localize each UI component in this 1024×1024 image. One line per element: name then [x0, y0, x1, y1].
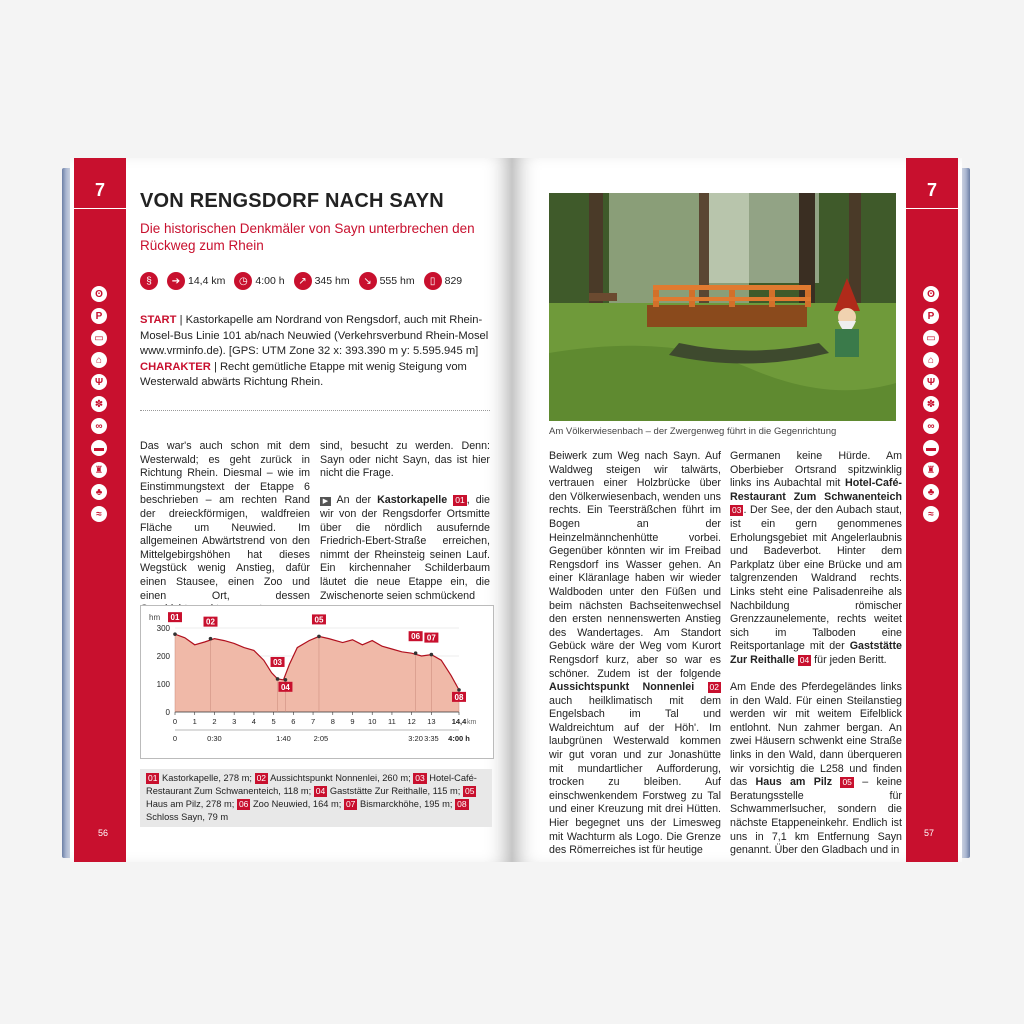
stat-ascent: [294, 272, 350, 290]
marker-label: 05: [314, 615, 324, 625]
facility-icons-left: [90, 286, 110, 528]
legend-entry: Haus am Pilz, 278 m;: [146, 799, 237, 809]
page-title: VON RENGSDORF NACH SAYN: [140, 190, 444, 212]
x-tick-label: 8: [330, 717, 335, 726]
flower-icon: ✽: [923, 396, 939, 412]
y-tick-label: 200: [156, 652, 170, 661]
tour-stats: [140, 272, 462, 290]
x-unit-label: km: [467, 719, 477, 726]
flower-icon: ✽: [91, 396, 107, 412]
poi-name: Gaststätte Zur Reithalle: [730, 640, 902, 666]
legend-tag: 03: [415, 773, 425, 783]
paragraph-start: An der: [331, 494, 378, 507]
restaurant-icon: Ψ: [91, 374, 107, 390]
x-tick-label: 3: [232, 717, 237, 726]
page-number: 56: [98, 828, 109, 838]
marker-label: 03: [273, 657, 283, 667]
legend-tag: 01: [148, 773, 158, 783]
play-arrow-icon: ▶: [320, 497, 331, 506]
bus-icon: ▭: [91, 330, 107, 346]
castle-icon: ♜: [91, 462, 107, 478]
paragraph-rest: auch heilklimatisch mit dem Engelsbach im Tal und Waldreichtum auf der Höh'. Im laubgrünen Westerwald kommen wir gut voran und zur Jonashütte mit mundartlicher Aufforderung, trocken zu bleiben. Auf einschwenkendem Forstweg zu Tal und einer Kreuzung mit drei Hütten. Hier begegnet uns der Limesweg mit Wachturm als Logo. Die Grenze des Römerreiches ist für heutige: [549, 694, 721, 857]
stat-value: 829: [444, 275, 463, 287]
stat-distance: [167, 272, 225, 290]
swim-icon: ≈: [923, 506, 939, 522]
y-tick-label: 0: [165, 708, 170, 717]
legend-entry: Zoo Neuwied, 164 m;: [250, 799, 344, 809]
ascent-icon: ↗: [294, 272, 312, 290]
poi-name: Hotel-Café-Restaurant Zum Schwanenteich: [730, 477, 902, 503]
restaurant-icon: Ψ: [923, 374, 939, 390]
stat-route: [140, 272, 158, 290]
tree-icon: ♣: [923, 484, 939, 500]
x-tick-label: 9: [350, 717, 355, 726]
tree-icon: ♣: [91, 484, 107, 500]
marker-point: [173, 632, 177, 636]
start-text: | Kastorkapelle am Nordrand von Rengsdorf, auch mit Rhein-Mosel-Bus Linie 101 ab/nach Neuwied (Verkehrsverbund Rhein-Mosel www.vrminfo.de). [GPS: UTM Zone 32 x: 393.390 m y: 5.595.945 m]: [140, 314, 489, 357]
legend-tag: 07: [345, 799, 356, 809]
start-label: START: [140, 314, 177, 326]
x-tick-label: 12: [407, 717, 416, 726]
stat-descent: [359, 272, 415, 290]
marker-point: [317, 635, 321, 639]
marker-label: 06: [411, 632, 421, 642]
legend-tag: 05: [464, 786, 475, 796]
poi-name: Kastorkapelle: [377, 494, 448, 507]
x-tick-label: 1: [192, 717, 197, 726]
time-tick-label: 0:30: [207, 734, 222, 743]
poi-tag: 01: [455, 495, 465, 506]
x-tick-label: 0: [172, 717, 178, 726]
time-tick-label: 4:00 h: [448, 734, 470, 743]
x-tick-label: 6: [291, 717, 296, 726]
hut-icon: ⌂: [923, 352, 939, 368]
parking-icon: P: [91, 308, 107, 324]
photo-caption: Am Völkerwiesenbach – der Zwergenweg führt in die Gegenrichtung: [549, 426, 837, 437]
marker-label: 02: [206, 617, 215, 627]
distance-sign-icon: ➔: [167, 272, 185, 290]
marker-point: [209, 637, 213, 641]
text-column-2: [320, 440, 490, 603]
bear-icon: ʘ: [923, 286, 939, 302]
time-tick-label: 2:05: [313, 734, 329, 743]
route-icon: §: [140, 272, 158, 290]
text-column-1: Das war's auch schon mit dem Westerwald; es geht zurück in Richtung Rhein. Diesmal – wie im Einstimmungstext der Etappe 6 beschrieben – am rechten Rand der dreieckförmigen, waldfreien Fläche um Neuwied. Im allgemeinen Abwärtstrend von den Mittelgebirgshöhen hat dieses Wegstück wenig Anstieg, dafür einen Stausee, einen Zoo und einen Ort, dessen: [140, 440, 310, 602]
calories-icon: ▯: [424, 272, 442, 290]
page-subtitle: Die historischen Denkmäler von Sayn unterbrechen den Rückweg zum Rhein: [140, 221, 475, 253]
elevation-chart: [141, 606, 493, 758]
poi-tag: 04: [799, 654, 810, 665]
bus-icon: ▭: [923, 330, 939, 346]
elevation-profile: [140, 605, 494, 759]
marker-label: 07: [426, 633, 436, 643]
bicycle-icon: ∞: [923, 418, 939, 434]
chapter-number: 7: [906, 172, 958, 209]
forest-bridge-photo: [549, 193, 896, 421]
y-tick-label: 300: [156, 624, 170, 633]
right-page: [512, 158, 962, 862]
legend-entry: Schloss Sayn, 79 m: [146, 812, 229, 822]
stat-time: [234, 272, 284, 290]
start-info: [140, 313, 490, 391]
y-tick-label: 100: [156, 680, 170, 689]
time-tick-label: 3:20: [408, 734, 423, 743]
legend-entry: Kastorkapelle, 278 m;: [159, 773, 255, 783]
legend-tag: 08: [457, 799, 467, 809]
legend-entry: Bismarckhöhe, 195 m;: [357, 799, 456, 809]
text-column-4: [730, 450, 902, 858]
marker-point: [457, 688, 461, 692]
bed-icon: ▬: [923, 440, 939, 456]
clock-icon: ◷: [234, 272, 252, 290]
castle-icon: ♜: [923, 462, 939, 478]
poi-tag: 05: [842, 777, 852, 788]
descent-icon: ↘: [359, 272, 377, 290]
elevation-area: [175, 634, 459, 712]
marker-point: [284, 678, 288, 682]
paragraph-rest: für jeden Beritt.: [811, 653, 887, 666]
x-tick-label: 4: [251, 717, 256, 726]
chapter-strip-right: [906, 158, 958, 862]
page-number: 57: [923, 828, 934, 838]
x-tick-label: 2: [212, 717, 217, 726]
paragraph-rest: . Der See, der den Aubach staut, ist ein gern genommenes Erholungsgebiet mit Angelerlaubnis und Badeverbot. Hinter dem Parkplatz über eine Brücke und am talgrenzenden Waldrand rechts. Links steht eine Palisadenreihe als Nachbildung römischer Grenzzaunelemente, rechts weitet sich im Talboden eine Reitsportanlage mit der: [730, 504, 902, 653]
x-tick-label: 13: [427, 717, 436, 726]
legend-entry: Hotel-Café-Restaurant Zum Schwanenteich, 118 m;: [146, 773, 477, 796]
poi-tag: 02: [709, 682, 719, 693]
swim-icon: ≈: [91, 506, 107, 522]
paragraph: sind, besucht zu werden. Denn: Sayn oder nicht Sayn, das ist hier nicht die Frage.: [320, 440, 490, 480]
divider: [140, 410, 490, 411]
hut-icon: ⌂: [91, 352, 107, 368]
bicycle-icon: ∞: [91, 418, 107, 434]
paragraph: Beiwerk zum Weg nach Sayn. Auf Waldweg steigen wir talwärts, vertrauen einer Holzbrücke über den Völkerwiesenbach, wenden uns rechts. Ein Teersträßchen führt im Bogen an der Heinzelmännchenhütte vorbei. Gegenüber könnten wir im Freibad Rengsdorf ins Wasser gehen. An einer Kläranlage haben wir wieder Waldboden unter den Füßen und beim nächsten Bachseitenwechsel den ersten nennenswerten Anstieg des Wandertages. Am Standort Gebück wäre der Weg vom Kurort Rengsdorf kurz, aber so war es schöner. Zudem ist der folgende: [549, 450, 721, 680]
paragraph-rest: , die wir von der Rengsdorfer Ortsmitte über die nördlich ausufernde Friedrich-Ebert-Straße erreichen, nimmt der Rheinsteig seinen Lauf. Ein kirchennaher Schilderbaum läutet die neue Etappe ein, die Zwischenorte seien schmückend: [320, 494, 490, 602]
time-tick-label: 1:40: [276, 734, 291, 743]
x-tick-label: 11: [388, 717, 396, 726]
legend-tag: 02: [256, 773, 267, 783]
marker-point: [276, 677, 280, 681]
stat-value: 4:00 h: [255, 275, 285, 287]
x-tick-label: 5: [271, 717, 276, 726]
x-tick-label: 7: [310, 717, 316, 726]
legend-entry: Aussichtspunkt Nonnenlei, 260 m;: [268, 773, 414, 783]
paragraph: Germanen keine Hürde. Am Oberbieber Ortsrand spitzwinklig links ins Aubachtal mit: [730, 450, 902, 490]
left-page: [70, 158, 512, 862]
stat-value: 555 hm: [379, 275, 415, 287]
legend-tag: 04: [315, 786, 326, 796]
poi-name: Haus am Pilz: [755, 776, 833, 789]
stat-value: 14,4 km: [188, 275, 226, 287]
legend-tag: 06: [238, 799, 249, 809]
legend-entry: Gaststätte Zur Reithalle, 115 m;: [327, 786, 463, 796]
marker-label: 08: [454, 692, 464, 702]
marker-point: [414, 651, 418, 655]
chapter-number: 7: [74, 172, 126, 209]
paragraph: Am Ende des Pferdegeländes links in den Wald. Für einen Steilanstieg werden wir mit weitem Eifelblick entlohnt. Nun zahmer bergan. An zwei Häusern schwenkt eine Straße links in den Wald, dann überqueren wir vorsichtig die L258 und finden das: [730, 681, 902, 789]
y-unit-label: hm: [149, 613, 161, 622]
marker-label: 04: [280, 682, 290, 692]
poi-tag: 03: [732, 505, 742, 516]
text-column-3: [549, 450, 721, 858]
photo-voelkerwiesenbach: [549, 193, 896, 421]
time-tick-label: 3:35: [424, 734, 439, 743]
chapter-strip-left: [74, 158, 126, 862]
marker-label: 01: [170, 613, 180, 623]
facility-icons-right: [922, 286, 942, 528]
time-tick-label: 0: [172, 734, 178, 743]
x-tick-label: 10: [368, 717, 377, 726]
stat-calories: [424, 272, 463, 290]
stat-value: 345 hm: [314, 275, 350, 287]
poi-name: Aussichtspunkt Nonnenlei: [549, 681, 695, 694]
marker-point: [430, 653, 434, 657]
parking-icon: P: [923, 308, 939, 324]
x-tick-label: 14,4: [451, 717, 467, 726]
bear-icon: ʘ: [91, 286, 107, 302]
charakter-label: CHARAKTER: [140, 360, 211, 373]
profile-legend: [140, 769, 492, 827]
charakter-text: | Recht gemütliche Etappe mit wenig Steigung vom Westerwald abwärts Richtung Rhein.: [140, 360, 467, 388]
paragraph-rest: – keine Beratungsstelle für Schwammerlsucher, sondern die nächste Etappeneinkehr. Endlich ist uns in 7,1 km Entfernung Sayn genannt. Über den Gladbach und in: [730, 776, 902, 857]
bed-icon: ▬: [91, 440, 107, 456]
